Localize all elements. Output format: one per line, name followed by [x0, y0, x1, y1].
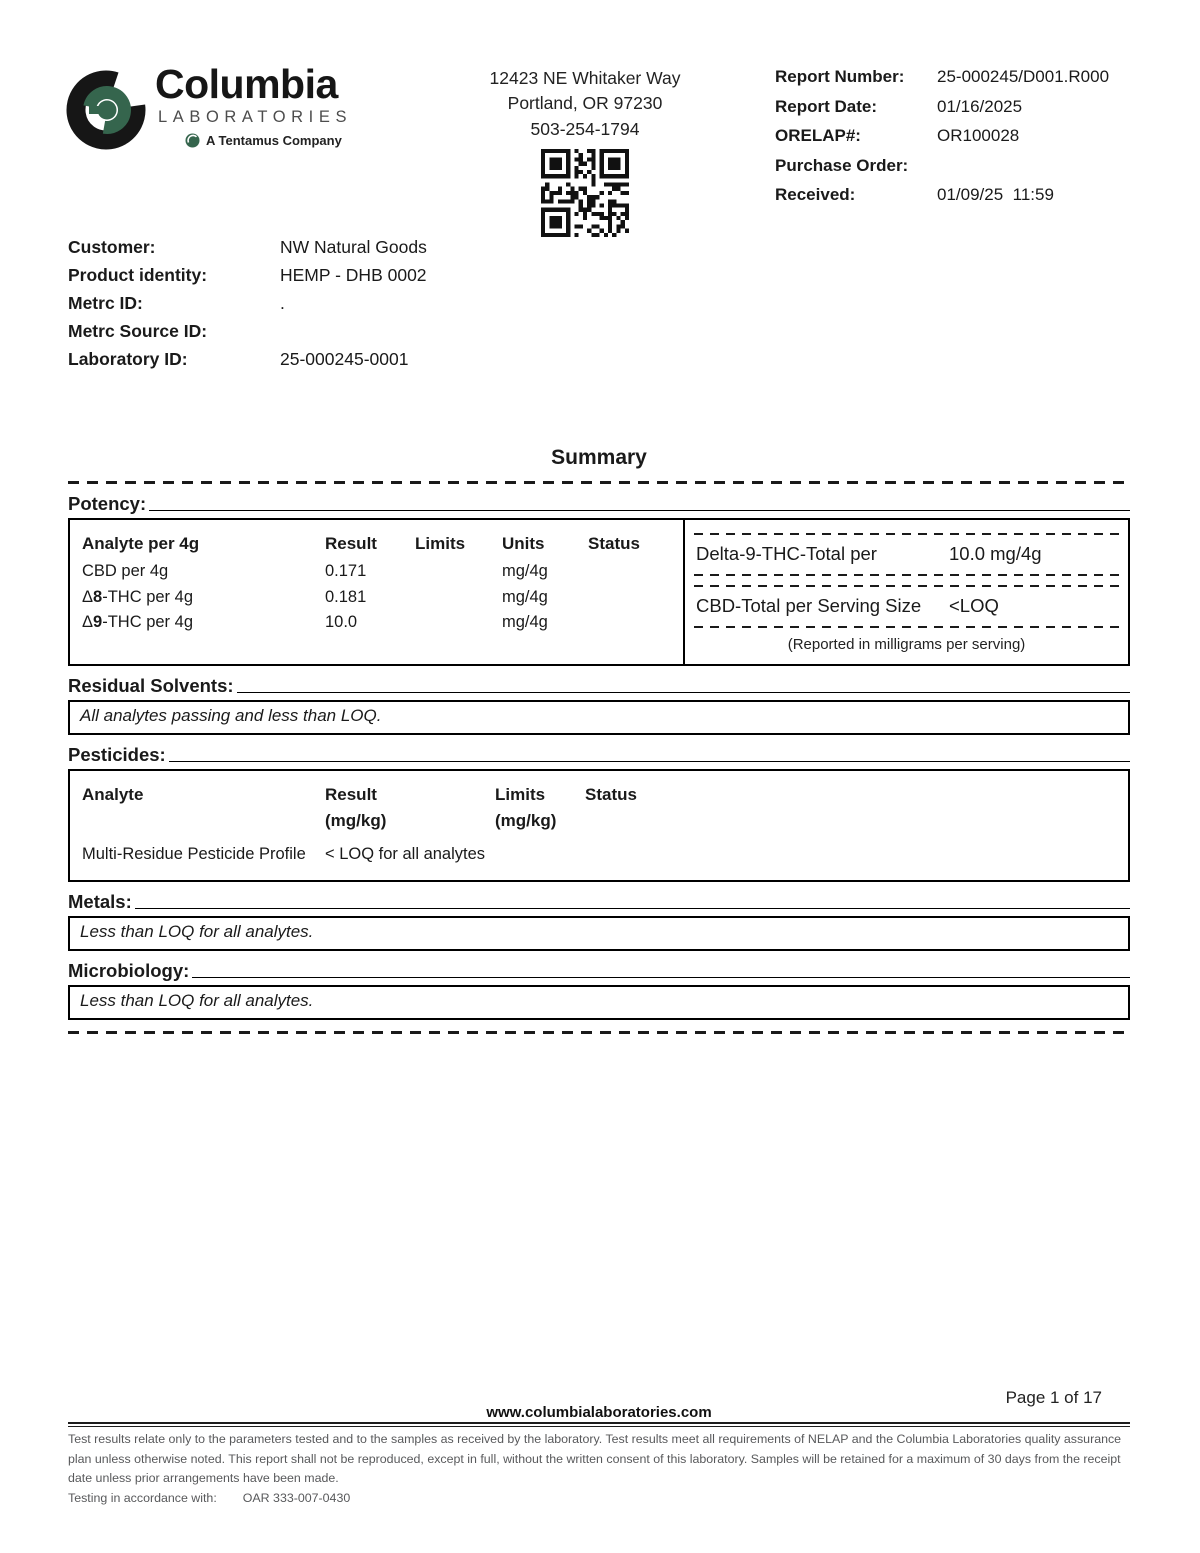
laboratory-id-value: 25-000245-0001 [280, 349, 409, 369]
address-city: Portland, OR 97230 [507, 93, 663, 114]
orelap-value: OR100028 [937, 126, 1020, 145]
tentamus-tagline [185, 133, 352, 148]
page-footer [68, 1388, 1130, 1505]
logo-block [66, 61, 353, 154]
col-limits: Limits (mg/kg) [495, 784, 557, 830]
thc-total-value: 10.0 mg/4g [949, 543, 1042, 564]
analyte-cell: Δ8-THC per 4g [82, 587, 193, 606]
cbd-total-label: CBD-Total per Serving Size [696, 595, 922, 616]
laboratory-id-label: Laboratory ID: [68, 349, 188, 369]
cbd-total-value: <LOQ [949, 595, 999, 616]
qr-code [440, 149, 730, 244]
analyte-cell: Multi-Residue Pesticide Profile [82, 845, 306, 864]
report-date-label: Report Date: [775, 96, 878, 116]
sample-info-row [68, 350, 427, 369]
report-info-row [775, 97, 1135, 116]
limits-cell [415, 559, 502, 585]
units-cell: mg/4g [502, 562, 548, 580]
col-limits: Limits [415, 533, 466, 553]
disclaimer-text: Test results relate only to the parameters tested and to the samples as received by the laboratory. Test results meet all requirements of NELAP and the Columbia Laboratories quality assurance plan unless otherwise noted. This report shall not be reproduced, except in full, without the written consent of this laboratory. Samples will be retained for a maximum of 30 days from the receipt date unless prior arrangements have been made. [68, 1432, 1122, 1486]
address-phone: 503-254-1794 [530, 118, 640, 139]
table-row [82, 610, 683, 636]
metals-note: Less than LOQ for all analytes. [68, 916, 1130, 951]
sample-info-block [68, 238, 427, 378]
footer-rule [68, 1422, 1130, 1427]
report-number-value: 25-000245/D001.R000 [937, 67, 1110, 86]
limits-cell [495, 845, 585, 864]
sample-info-row [68, 266, 427, 285]
cbd-total-row [694, 585, 1119, 628]
status-cell [588, 610, 683, 636]
residual-solvents-note: All analytes passing and less than LOQ. [68, 700, 1130, 735]
pesticides-table-header [82, 782, 1128, 835]
analyte-cell: Δ9-THC per 4g [82, 613, 193, 631]
table-row [82, 845, 1128, 864]
tentamus-icon [185, 133, 200, 148]
result-cell: 0.171 [325, 562, 367, 580]
status-cell [585, 845, 1128, 864]
testing-accordance-value: OAR 333-007-0430 [242, 1490, 351, 1505]
product-identity-label: Product identity: [68, 265, 208, 285]
website-url: www.columbialaboratories.com [486, 1404, 712, 1421]
sample-info-row [68, 294, 427, 313]
testing-accordance-row [68, 1491, 1130, 1505]
col-status: Status [588, 533, 640, 553]
received-label: Received: [775, 185, 856, 204]
testing-accordance-label: Testing in accordance with: [68, 1490, 217, 1505]
units-cell: mg/4g [502, 613, 548, 631]
result-cell: 0.181 [325, 587, 367, 606]
potency-table-header [82, 531, 683, 557]
product-identity-value: HEMP - DHB 0002 [280, 265, 427, 285]
col-status: Status [585, 784, 637, 804]
microbiology-heading: Microbiology: [68, 960, 1130, 982]
summary-bottom-divider [68, 1031, 1130, 1034]
pesticides-heading: Pesticides: [68, 744, 1130, 766]
potency-totals-panel [685, 520, 1128, 664]
residual-solvents-heading: Residual Solvents: [68, 675, 1130, 697]
customer-value: NW Natural Goods [280, 237, 427, 257]
potency-table [70, 520, 685, 664]
summary-top-divider [68, 481, 1130, 484]
report-date-value: 01/16/2025 [937, 96, 1023, 116]
units-cell: mg/4g [502, 587, 548, 606]
thc-total-row [694, 533, 1119, 576]
sample-info-row [68, 322, 427, 341]
col-result: Result [325, 533, 377, 553]
report-info-row [775, 185, 1135, 204]
report-info-row [775, 67, 1135, 86]
purchase-order-label: Purchase Order: [775, 155, 909, 175]
table-row [82, 559, 683, 585]
received-value: 01/09/25 11:59 [937, 185, 1054, 204]
lab-address-block [440, 66, 730, 245]
table-row [82, 585, 683, 611]
result-cell: 10.0 [325, 613, 358, 631]
customer-label: Customer: [68, 237, 156, 257]
result-cell: < LOQ for all analytes [325, 845, 486, 864]
microbiology-note: Less than LOQ for all analytes. [68, 985, 1130, 1020]
status-cell [588, 559, 683, 585]
potency-box [68, 518, 1130, 666]
analyte-cell: CBD per 4g [82, 562, 169, 580]
metrc-id-label: Metrc ID: [68, 293, 143, 313]
col-units: Units [502, 533, 545, 553]
col-analyte: Analyte [82, 784, 144, 804]
summary-section [68, 440, 1130, 1034]
report-number-label: Report Number: [775, 67, 905, 86]
tentamus-label: A Tentamus Company [206, 133, 342, 148]
col-analyte: Analyte per 4g [82, 533, 200, 553]
report-info-row [775, 156, 1135, 175]
columbia-logo-icon [66, 64, 150, 154]
totals-note: (Reported in milligrams per serving) [787, 635, 1026, 653]
limits-cell [415, 610, 502, 636]
limits-cell [415, 585, 502, 611]
metrc-id-value: . [280, 293, 285, 313]
page-number: Page 1 of 17 [1005, 1388, 1102, 1407]
potency-heading: Potency: [68, 493, 1130, 515]
address-street: 12423 NE Whitaker Way [489, 68, 681, 88]
orelap-label: ORELAP#: [775, 126, 861, 145]
brand-subtitle: LABORATORIES [158, 108, 353, 126]
pesticides-table [68, 769, 1130, 883]
sample-info-row [68, 238, 427, 257]
status-cell [588, 585, 683, 611]
metals-heading: Metals: [68, 891, 1130, 913]
logo-text [155, 61, 353, 154]
metrc-source-id-label: Metrc Source ID: [68, 321, 208, 341]
report-info-block [775, 67, 1135, 215]
col-result: Result (mg/kg) [325, 784, 387, 830]
thc-total-label: Delta-9-THC-Total per [696, 543, 877, 564]
report-info-row [775, 126, 1135, 145]
summary-title: Summary [551, 446, 647, 469]
brand-name: Columbia [155, 61, 338, 107]
